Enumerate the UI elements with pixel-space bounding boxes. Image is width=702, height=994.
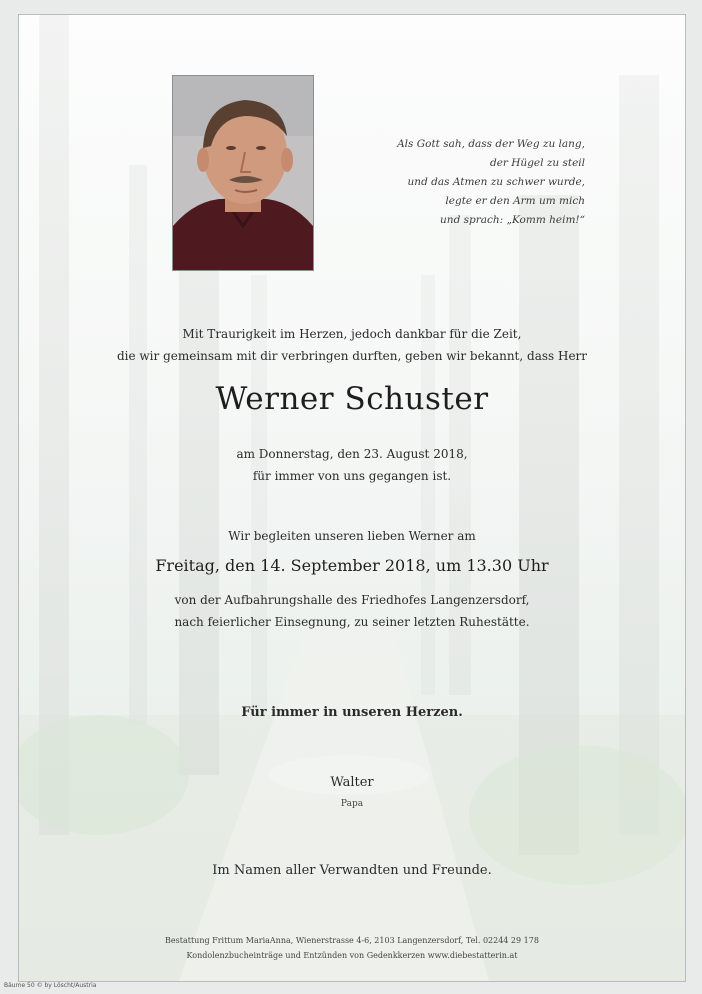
closing-text: Im Namen aller Verwandten und Freunde. <box>212 863 492 878</box>
footer-website: Kondolenzbucheinträge und Entzünden von Gedenkkerzen www.diebestatterin.at <box>186 951 518 960</box>
accompany-text: Wir begleiten unseren lieben Werner am <box>228 529 476 543</box>
intro-text <box>19 323 685 367</box>
poem-line: Als Gott sah, dass der Weg zu lang, <box>397 138 585 150</box>
place-line: nach feierlicher Einsegnung, zu seiner letzten Ruhestätte. <box>174 615 530 629</box>
poem-line: und das Atmen zu schwer wurde, <box>407 176 585 188</box>
forever-text: Für immer in unseren Herzen. <box>241 705 463 720</box>
death-date-text <box>19 443 685 487</box>
forest-background <box>19 15 685 981</box>
funeral-datetime: Freitag, den 14. September 2018, um 13.30 Uhr <box>155 556 549 575</box>
place-line: von der Aufbahrungshalle des Friedhofes Langenzersdorf, <box>174 593 530 607</box>
intro-line: Mit Traurigkeit im Herzen, jedoch dankbar für die Zeit, <box>182 327 522 341</box>
footer-address: Bestattung Frittum MariaAnna, Wienerstrasse 4-6, 2103 Langenzersdorf, Tel. 02244 29 178 <box>165 936 539 945</box>
death-line: für immer von uns gegangen ist. <box>252 469 452 483</box>
funeral-place <box>19 589 685 633</box>
footer <box>19 933 685 963</box>
image-copyright: Bäume 50 © by Löscht/Austria <box>4 982 97 989</box>
poem-line: und sprach: „Komm heim!“ <box>440 214 585 226</box>
death-line: am Donnerstag, den 23. August 2018, <box>236 447 468 461</box>
portrait-icon <box>173 76 313 270</box>
intro-line: die wir gemeinsam mit dir verbringen durften, geben wir bekannt, dass Herr <box>116 349 588 363</box>
signer-role: Papa <box>340 799 364 809</box>
poem-line: der Hügel zu steil <box>489 157 585 169</box>
poem-line: legte er den Arm um mich <box>445 195 585 207</box>
signer-name: Walter <box>330 775 374 790</box>
poem <box>359 135 585 230</box>
deceased-name: Werner Schuster <box>215 381 489 417</box>
obituary-card <box>18 14 686 982</box>
portrait-photo <box>172 75 314 271</box>
